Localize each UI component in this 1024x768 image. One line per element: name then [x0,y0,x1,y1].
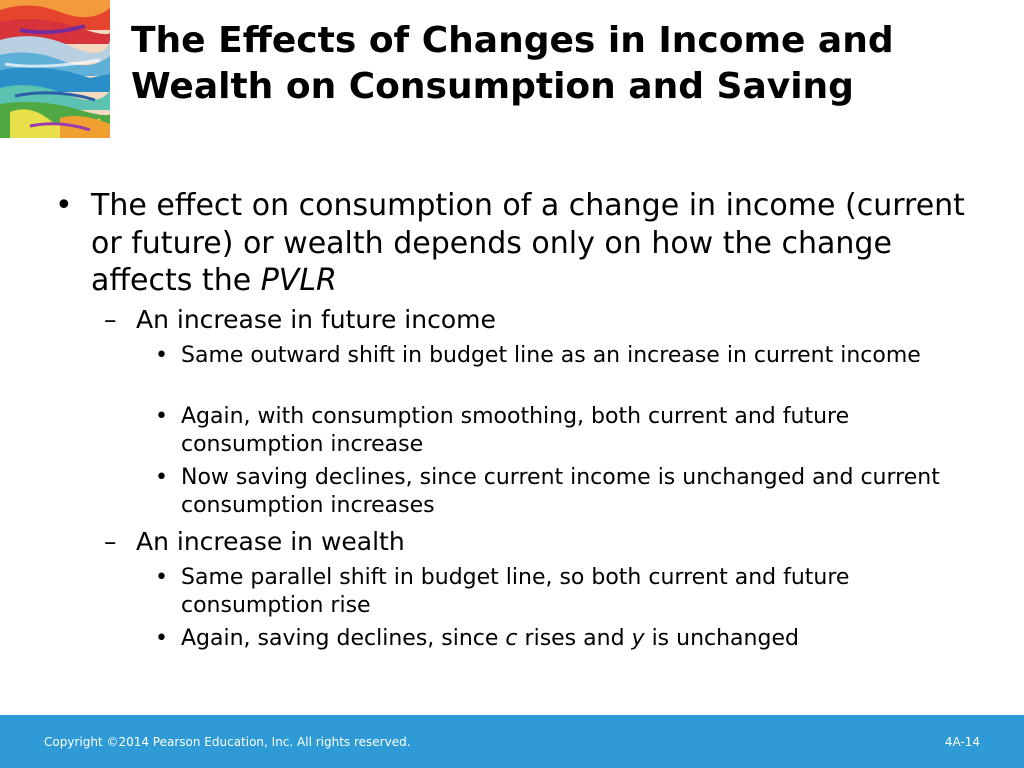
slide-title-line-1: The Effects of Changes in Income and [131,20,894,61]
bullet-dot-icon: • [55,188,73,223]
sub-bullet-label: An increase in wealth [136,527,405,556]
text-part: Again, saving declines, since [181,626,499,651]
bullet-dot-icon: • [155,465,168,490]
bullet-dot-icon: • [155,343,168,368]
bullet-dot-icon: • [155,626,168,651]
bullet-dot-icon: • [155,404,168,429]
slide-number: 4A-14 [944,735,980,749]
dash-icon: – [104,527,117,556]
main-bullet-body: The effect on consumption of a change in income (current or future) or wealth depends only on how the change affects the [91,188,965,298]
text-part: is unchanged [651,626,799,651]
text-part: rises and [524,626,625,651]
bullet-dot-icon: • [155,565,168,590]
slide-title-line-2: Wealth on Consumption and Saving [131,66,854,107]
sub-bullet-label: An increase in future income [136,305,496,334]
dash-icon: – [104,305,117,334]
copyright-notice: Copyright ©2014 Pearson Education, Inc. All rights reserved. [44,735,411,749]
list-item-text: Same parallel shift in budget line, so both current and future consumption rise [181,565,850,618]
variable-c: c [505,626,518,651]
list-item-text: Same outward shift in budget line as an increase in current income [181,343,921,368]
footer-bar [0,715,1024,768]
pvlr-term: PVLR [260,263,337,298]
list-item-text: Again, with consumption smoothing, both current and future consumption increase [181,404,850,457]
list-item-text [181,625,981,653]
main-bullet-text [91,187,976,300]
variable-y: y [631,626,645,651]
list-item-text: Now saving declines, since current income is unchanged and current consumption increases [181,465,940,518]
